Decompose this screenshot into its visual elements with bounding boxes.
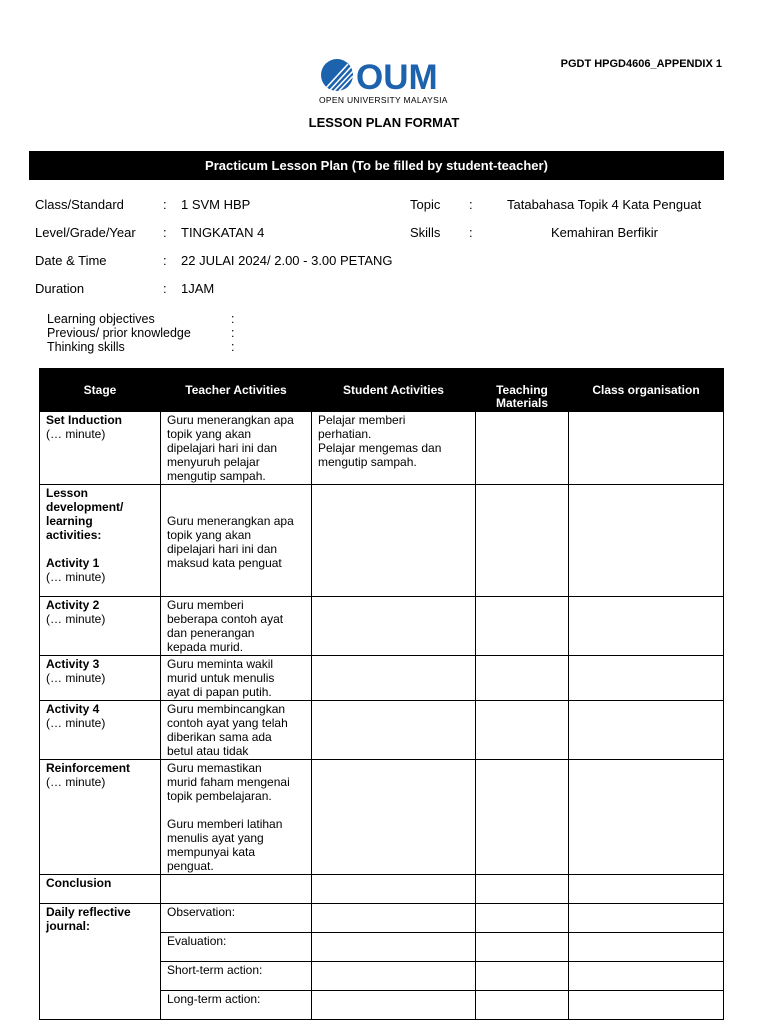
stage-cell: [40, 656, 161, 701]
header-student-activities: Student Activities: [312, 369, 476, 412]
organisation-cell: [569, 485, 724, 597]
class-colon: :: [163, 197, 167, 212]
materials-cell: [476, 701, 569, 760]
teacher-line: mempunyai kata: [167, 845, 256, 859]
teacher-line: murid faham mengenai: [167, 775, 290, 789]
duration-value: 1JAM: [181, 281, 215, 296]
document-title: LESSON PLAN FORMAT: [308, 115, 460, 130]
class-label: Class/Standard: [35, 197, 124, 212]
student-cell: [312, 904, 476, 933]
stage-cell: [40, 485, 161, 597]
table-row: [40, 597, 724, 656]
teacher-line: Guru memastikan: [167, 761, 262, 775]
teacher-line: Guru memberi: [167, 598, 244, 612]
stage-name: Daily reflective: [46, 905, 131, 919]
teacher-line: ayat di papan putih.: [167, 685, 272, 699]
level-colon: :: [163, 225, 167, 240]
table-row: [40, 701, 724, 760]
class-value: 1 SVM HBP: [181, 197, 251, 212]
level-value: TINGKATAN 4: [181, 225, 265, 240]
learning-objectives-colon: :: [231, 312, 235, 326]
materials-cell: [476, 760, 569, 875]
teacher-line: mengutip sampah.: [167, 469, 266, 483]
teacher-line: topik yang akan: [167, 528, 252, 542]
prior-knowledge-label: Previous/ prior knowledge: [47, 326, 191, 340]
teacher-line: dipelajari hari ini dan: [167, 441, 278, 455]
skills-value: Kemahiran Berfikir: [551, 225, 658, 240]
table-row: [40, 412, 724, 485]
organisation-cell: [569, 875, 724, 904]
stage-name: activities:: [46, 528, 102, 542]
teacher-line: contoh ayat yang telah: [167, 716, 288, 730]
student-cell: [312, 701, 476, 760]
teacher-line: beberapa contoh ayat: [167, 612, 284, 626]
stage-cell: [40, 701, 161, 760]
teacher-cell: [161, 656, 312, 701]
materials-cell: [476, 933, 569, 962]
materials-cell: [476, 656, 569, 701]
header-materials-line-2: Materials: [495, 396, 549, 410]
stage-name: learning: [46, 514, 93, 528]
stage-minute: (… minute): [46, 716, 106, 730]
teacher-line: Guru membincangkan: [167, 702, 286, 716]
stage-cell: [40, 904, 161, 1020]
stage-minute: (… minute): [46, 671, 106, 685]
learning-objectives-label: Learning objectives: [47, 312, 155, 326]
organisation-cell: [569, 701, 724, 760]
teacher-line: dipelajari hari ini dan: [167, 542, 278, 556]
teacher-cell: [161, 701, 312, 760]
teacher-line: topik yang akan: [167, 427, 252, 441]
teacher-line: Guru memberi latihan: [167, 817, 283, 831]
document-code: PGDT HPGD4606_APPENDIX 1: [560, 58, 722, 70]
activity-name: Activity 2: [46, 598, 100, 612]
student-line: Pelajar memberi: [318, 413, 406, 427]
stage-cell: [40, 412, 161, 485]
organisation-cell: [569, 412, 724, 485]
table-row: [40, 485, 724, 597]
teacher-cell: [161, 485, 312, 597]
duration-colon: :: [163, 281, 167, 296]
skills-label: Skills: [410, 225, 441, 240]
lesson-plan-table: [39, 368, 724, 1020]
student-cell: [312, 933, 476, 962]
stage-minute: (… minute): [46, 427, 106, 441]
stage-name: Reinforcement: [46, 761, 131, 775]
student-cell: [312, 875, 476, 904]
skills-colon: :: [469, 225, 473, 240]
header-materials-line-1: Teaching: [496, 383, 548, 397]
duration-label: Duration: [35, 281, 85, 296]
stage-cell: [40, 875, 161, 904]
organisation-cell: [569, 760, 724, 875]
prior-knowledge-colon: :: [231, 326, 235, 340]
topic-value: Tatabahasa Topik 4 Kata Penguat: [507, 197, 702, 212]
organisation-cell: [569, 656, 724, 701]
date-label: Date & Time: [35, 253, 107, 268]
student-cell: [312, 962, 476, 991]
teacher-line: maksud kata penguat: [167, 556, 282, 570]
stage-minute: (… minute): [46, 775, 106, 789]
activity-name: Activity 1: [46, 556, 100, 570]
activity-name: Activity 3: [46, 657, 100, 671]
student-cell: [312, 760, 476, 875]
materials-cell: [476, 991, 569, 1020]
table-row: [40, 656, 724, 701]
thinking-skills-label: Thinking skills: [47, 340, 125, 354]
long-term-action-cell: Long-term action:: [161, 991, 312, 1020]
teacher-line: diberikan sama ada: [167, 730, 272, 744]
student-cell: [312, 412, 476, 485]
date-value: 22 JULAI 2024/ 2.00 - 3.00 PETANG: [181, 253, 393, 268]
table-row: [40, 904, 724, 933]
teacher-line: Guru meminta wakil: [167, 657, 274, 671]
plan-banner: Practicum Lesson Plan (To be filled by student-teacher): [29, 151, 724, 180]
evaluation-cell: Evaluation:: [161, 933, 312, 962]
teacher-cell: [161, 760, 312, 875]
header-teaching-materials: [476, 369, 569, 412]
stage-name: Lesson: [46, 486, 89, 500]
organisation-cell: [569, 991, 724, 1020]
teacher-line: menulis ayat yang: [167, 831, 264, 845]
level-label: Level/Grade/Year: [35, 225, 136, 240]
organisation-cell: [569, 597, 724, 656]
materials-cell: [476, 962, 569, 991]
materials-cell: [476, 597, 569, 656]
materials-cell: [476, 412, 569, 485]
stage-minute: (… minute): [46, 570, 106, 584]
student-line: perhatian.: [318, 427, 372, 441]
stage-name: journal:: [46, 919, 90, 933]
student-cell: [312, 656, 476, 701]
teacher-cell: [161, 597, 312, 656]
student-cell: [312, 485, 476, 597]
teacher-line: topik pembelajaran.: [167, 789, 272, 803]
organisation-cell: [569, 904, 724, 933]
logo-text: OUM: [356, 58, 438, 97]
stage-name: development/: [46, 500, 124, 514]
student-cell: [312, 597, 476, 656]
teacher-cell: [161, 875, 312, 904]
stage-minute: (… minute): [46, 612, 106, 626]
table-header-row: [40, 369, 724, 412]
teacher-line: dan penerangan: [167, 626, 255, 640]
topic-colon: :: [469, 197, 473, 212]
materials-cell: [476, 485, 569, 597]
teacher-line: penguat.: [167, 859, 214, 873]
organisation-cell: [569, 962, 724, 991]
header-teacher-activities: Teacher Activities: [161, 369, 312, 412]
thinking-skills-colon: :: [231, 340, 235, 354]
teacher-cell: [161, 412, 312, 485]
activity-name: Activity 4: [46, 702, 100, 716]
stage-name: Set Induction: [46, 413, 122, 427]
materials-cell: [476, 875, 569, 904]
stage-name: Conclusion: [46, 876, 112, 890]
table-row: [40, 875, 724, 904]
student-line: Pelajar mengemas dan: [318, 441, 442, 455]
teacher-line: menyuruh pelajar: [167, 455, 260, 469]
short-term-action-cell: Short-term action:: [161, 962, 312, 991]
stage-cell: [40, 760, 161, 875]
student-line: mengutip sampah.: [318, 455, 417, 469]
teacher-line: betul atau tidak: [167, 744, 249, 758]
date-colon: :: [163, 253, 167, 268]
logo-subtext: OPEN UNIVERSITY MALAYSIA: [319, 95, 448, 105]
observation-cell: Observation:: [161, 904, 312, 933]
header-class-organisation: Class organisation: [569, 369, 724, 412]
teacher-line: murid untuk menulis: [167, 671, 275, 685]
teacher-line: Guru menerangkan apa: [167, 514, 294, 528]
teacher-line: kepada murid.: [167, 640, 244, 654]
table-row: [40, 760, 724, 875]
teacher-line: Guru menerangkan apa: [167, 413, 294, 427]
materials-cell: [476, 904, 569, 933]
student-cell: [312, 991, 476, 1020]
header-stage: Stage: [40, 369, 161, 412]
topic-label: Topic: [410, 197, 441, 212]
organisation-cell: [569, 933, 724, 962]
stage-cell: [40, 597, 161, 656]
